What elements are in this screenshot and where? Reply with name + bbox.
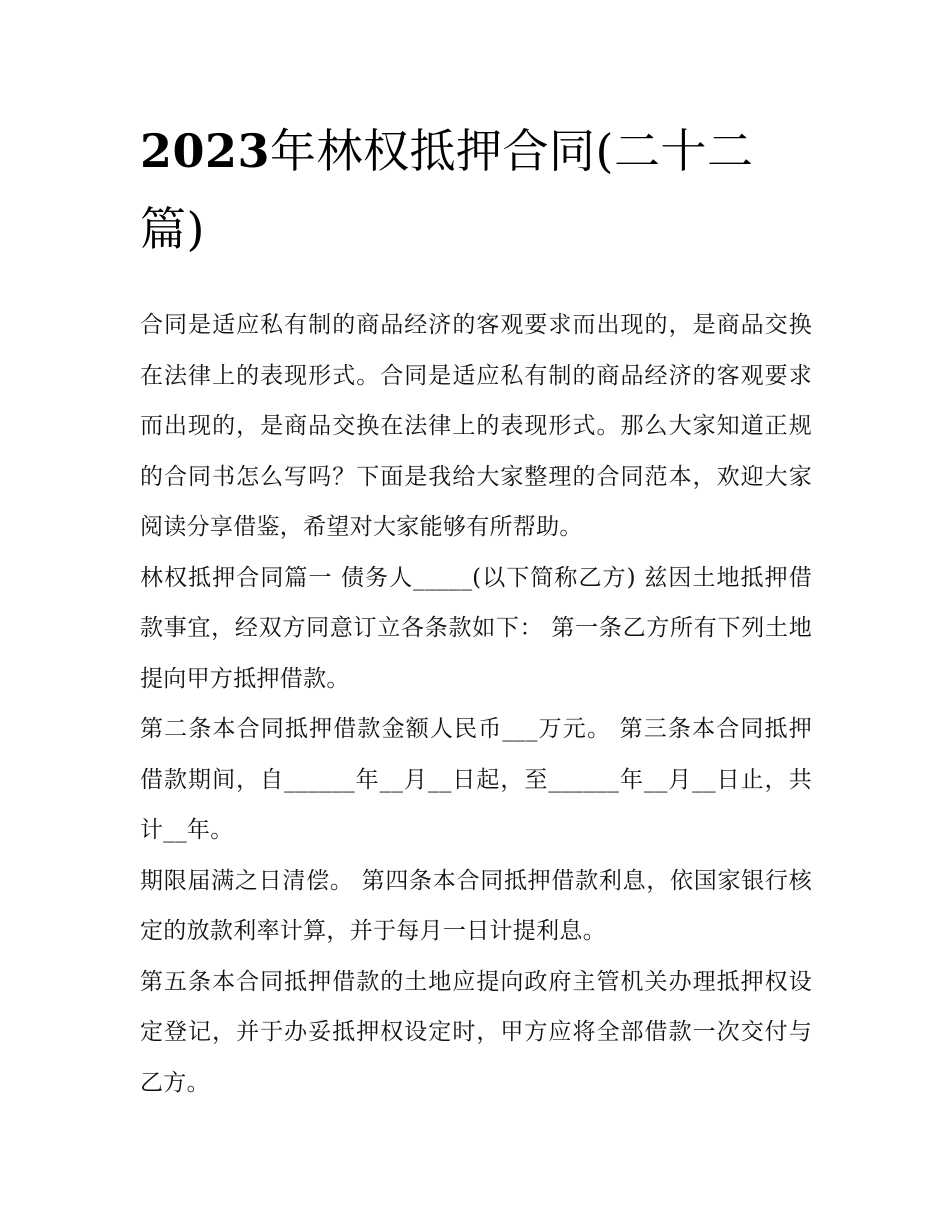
paragraph-article-5: 第五条本合同抵押借款的土地应提向政府主管机关办理抵押权设定登记，并于办妥抵押权设定时，甲方应将全部借款一次交付与乙方。 <box>140 968 812 1096</box>
paragraph-intro: 合同是适应私有制的商品经济的客观要求而出现的，是商品交换在法律上的表现形式。合同是适应私有制的商品经济的客观要求而出现的，是商品交换在法律上的表现形式。那么大家知道正规的合同书怎么写吗？下面是我给大家整理的合同范本，欢迎大家阅读分享借鉴，希望对大家能够有所帮助。 <box>140 312 812 540</box>
paragraph-article-4: 期限届满之日清偿。 第四条本合同抵押借款利息，依国家银行核定的放款利率计算，并于每月一日计提利息。 <box>140 867 812 944</box>
title-year: 2023 <box>140 124 271 178</box>
document-body <box>140 300 812 1108</box>
document-page <box>140 112 812 1108</box>
paragraph-article-1: 林权抵押合同篇一 债务人_____(以下简称乙方) 兹因土地抵押借款事宜，经双方同意订立各条款如下： 第一条乙方所有下列土地提向甲方抵押借款。 <box>140 564 812 692</box>
title-text: 年林权抵押合同(二十二篇) <box>140 124 754 256</box>
paragraph-article-2-3: 第二条本合同抵押借款金额人民币___万元。 第三条本合同抵押借款期间，自______年__月__日起，至______年__月__日止，共计__年。 <box>140 716 812 843</box>
document-title <box>140 112 812 268</box>
